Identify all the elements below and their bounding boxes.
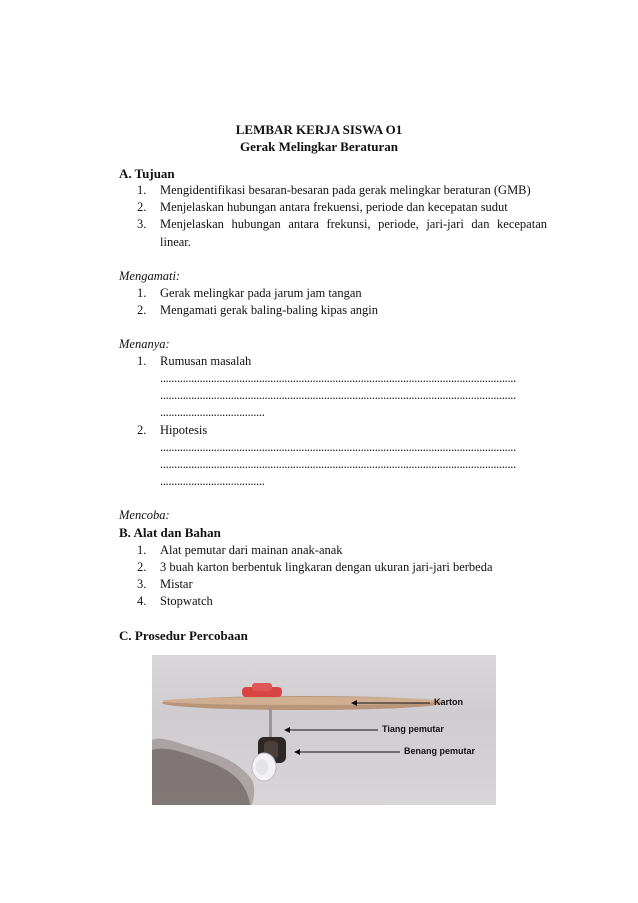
section-heading-tujuan: A. Tujuan xyxy=(119,166,175,181)
answer-line: .............................................................................................................................. xyxy=(160,371,516,385)
answer-line: ..................................... xyxy=(160,474,265,488)
list-number: 2. xyxy=(137,200,147,214)
answer-line: ..................................... xyxy=(160,405,265,419)
section-heading-prosedur: C. Prosedur Percobaan xyxy=(119,628,248,643)
section-heading-mengamati: Mengamati: xyxy=(119,269,181,283)
label-tiang-pemutar: Tiang pemutar xyxy=(382,724,444,734)
list-number: 1. xyxy=(137,183,147,197)
list-number: 3. xyxy=(137,577,147,591)
list-item: Stopwatch xyxy=(160,594,213,608)
list-item: Alat pemutar dari mainan anak-anak xyxy=(160,543,343,557)
answer-line: .............................................................................................................................. xyxy=(160,457,516,471)
list-number: 4. xyxy=(137,594,147,608)
page-subtitle: Gerak Melingkar Beraturan xyxy=(240,139,398,154)
page-title: LEMBAR KERJA SISWA O1 xyxy=(235,122,403,137)
list-item: Hipotesis xyxy=(160,423,208,437)
answer-line: .............................................................................................................................. xyxy=(160,388,516,402)
list-number: 1. xyxy=(137,286,147,300)
list-number: 2. xyxy=(137,560,147,574)
list-number: 2. xyxy=(137,423,147,437)
list-item: Menjelaskan hubungan antara frekuensi, periode dan kecepatan sudut xyxy=(160,200,508,214)
list-item-continuation: linear. xyxy=(160,235,191,249)
label-benang-pemutar: Benang pemutar xyxy=(404,746,476,756)
list-item: Gerak melingkar pada jarum jam tangan xyxy=(160,286,362,300)
list-number: 1. xyxy=(137,543,147,557)
section-heading-alat: B. Alat dan Bahan xyxy=(119,525,221,540)
label-karton: Karton xyxy=(434,697,463,707)
list-number: 2. xyxy=(137,303,147,317)
list-item: Mistar xyxy=(160,577,193,591)
list-number: 1. xyxy=(137,354,147,368)
answer-line: .............................................................................................................................. xyxy=(160,440,516,454)
list-item: Menjelaskan hubungan antara frekunsi, periode, jari-jari dan kecepatan xyxy=(160,217,547,231)
list-item: Mengidentifikasi besaran-besaran pada gerak melingkar beraturan (GMB) xyxy=(160,183,531,197)
list-number: 3. xyxy=(137,217,147,231)
list-item: Mengamati gerak baling-baling kipas angin xyxy=(160,303,378,317)
list-item: Rumusan masalah xyxy=(160,354,252,368)
list-item: 3 buah karton berbentuk lingkaran dengan ukuran jari-jari berbeda xyxy=(160,560,493,574)
section-heading-mencoba: Mencoba: xyxy=(119,508,170,522)
section-heading-menanya: Menanya: xyxy=(119,337,170,351)
